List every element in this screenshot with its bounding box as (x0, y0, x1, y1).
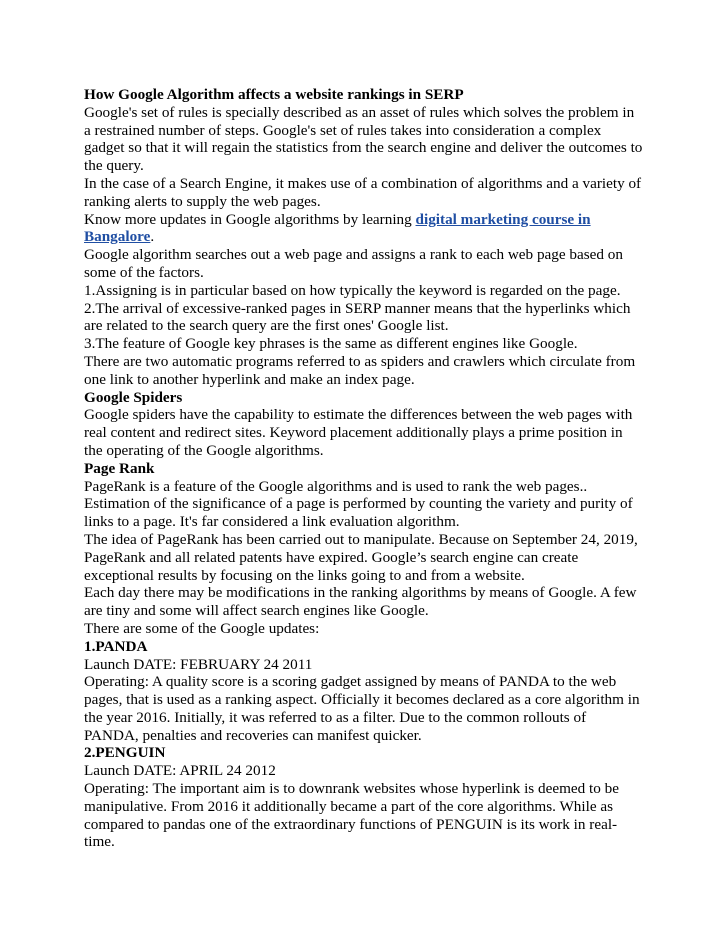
list-item: 2.The arrival of excessive-ranked pages in SERP manner means that the hyperlinks which are related to the search query are the first ones' Google list. (84, 299, 631, 335)
know-more-text: Know more updates in Google algorithms by learning (84, 210, 416, 228)
search-engine-paragraph: In the case of a Search Engine, it makes use of a combination of algorithms and a variety of ranking alerts to supply the web pages. (84, 174, 642, 210)
section-heading-spiders: Google Spiders (84, 388, 183, 406)
document-title: How Google Algorithm affects a website rankings in SERP (84, 86, 464, 103)
list-item: 1.Assigning is in particular based on how typically the keyword is regarded on the page. (84, 281, 621, 299)
programs-paragraph: There are two automatic programs referred to as spiders and crawlers which circulate from one link to another hyperlink and make an index page. (84, 352, 636, 388)
section-heading-pagerank: Page Rank (84, 459, 155, 477)
pagerank-paragraph: Estimation of the significance of a page is performed by counting the variety and purity of links to a page. It's far considered a link evaluation algorithm. (84, 495, 633, 531)
intro-paragraph: Google's set of rules is specially described as an asset of rules which solves the problem in a restrained number of steps. Google's set of rules takes into consideration a complex gadget so that it will regain the statistics from the search engine and deliver the outcomes to the query. (84, 103, 643, 175)
spiders-paragraph: Google spiders have the capability to estimate the differences between the web pages with real content and redirect sites. Keyword placement additionally plays a prime position in the operating of the Google algorithms. (84, 406, 633, 459)
modifications-paragraph: Each day there may be modifications in the ranking algorithms by means of Google. A few are tiny and some will affect search engines like Google. (84, 584, 637, 620)
penguin-operating-paragraph: Operating: The important aim is to downrank websites whose hyperlink is deemed to be manipulative. From 2016 it additionally became a part of the core algorithms. While as compared to pandas one of the extraordinary functions of PENGUIN is its work in real-time. (84, 780, 619, 851)
pagerank-paragraph: The idea of PageRank has been carried out to manipulate. Because on September 24, 2019, PageRank and all related patents have expired. Google’s search engine can create exceptional results by focusing on the links going to and from a website. (84, 530, 638, 584)
panda-operating-paragraph: Operating: A quality score is a scoring gadget assigned by means of PANDA to the web pages, that is used as a ranking aspect. Officially it becomes declared as a core algorithm in the year 2016. Initially, it was referred to as a filter. Due to the common rollouts of PANDA, penalties and recoveries can manifest quicker. (84, 673, 640, 744)
document-page (84, 86, 644, 851)
panda-launch-date: Launch DATE: FEBRUARY 24 2011 (84, 655, 313, 673)
section-heading-penguin: 2.PENGUIN (84, 744, 166, 762)
course-link[interactable]: digital marketing course in Bangalore (84, 210, 591, 246)
updates-paragraph: There are some of the Google updates: (84, 619, 320, 637)
assign-paragraph: Google algorithm searches out a web page and assigns a rank to each web page based on some of the factors. (84, 246, 623, 281)
pagerank-paragraph: PageRank is a feature of the Google algorithms and is used to rank the web pages.. (84, 477, 588, 495)
know-more-paragraph (84, 211, 644, 247)
section-heading-panda: 1.PANDA (84, 637, 148, 655)
list-item: 3.The feature of Google key phrases is the same as different engines like Google. (84, 335, 578, 353)
know-more-suffix: . (150, 228, 155, 246)
penguin-launch-date: Launch DATE: APRIL 24 2012 (84, 762, 276, 780)
